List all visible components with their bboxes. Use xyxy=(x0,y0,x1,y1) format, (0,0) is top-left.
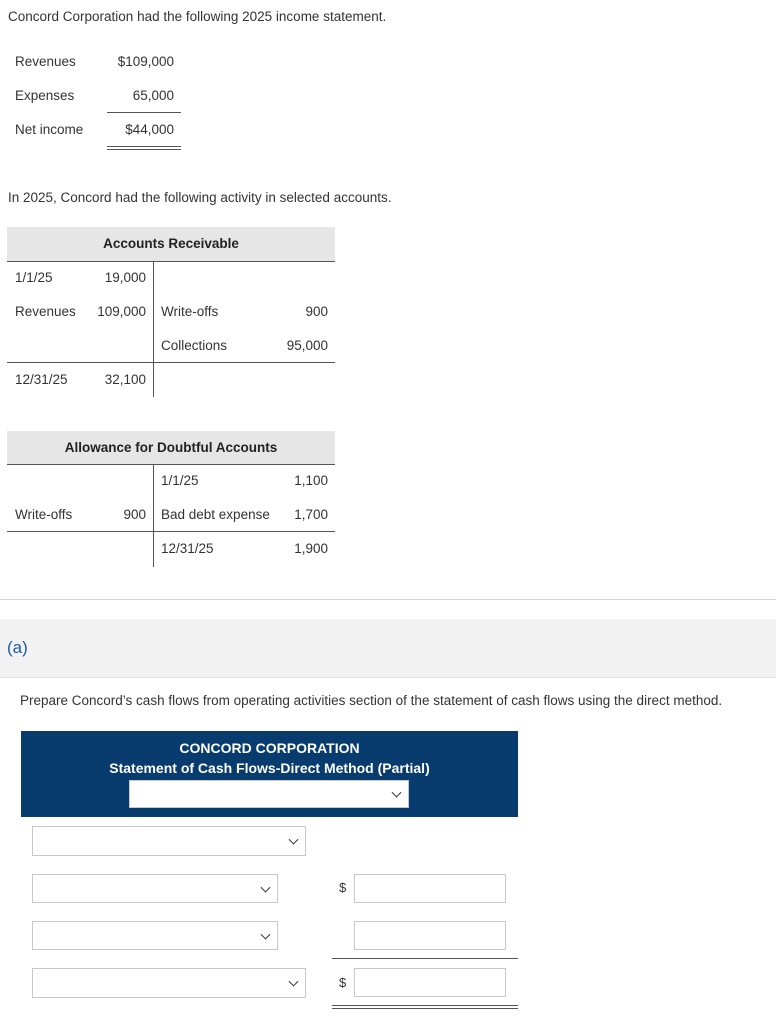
total-amount-input[interactable] xyxy=(354,968,506,997)
allowance-beginning-value: 1,100 xyxy=(294,473,328,488)
subtotal-underline xyxy=(107,112,181,113)
amount-input-2[interactable] xyxy=(354,921,506,950)
allowance-center-line xyxy=(153,465,154,567)
subtotal-line xyxy=(332,958,518,959)
allowance-ending-value: 1,900 xyxy=(294,541,328,556)
ar-writeoffs-label: Write-offs xyxy=(161,304,219,319)
allowance-ending-label: 12/31/25 xyxy=(161,541,214,556)
allowance-total-line xyxy=(7,531,335,532)
allowance-writeoffs-value: 900 xyxy=(123,507,146,522)
part-a-label: (a) xyxy=(7,638,28,657)
revenues-value: $109,000 xyxy=(117,54,174,69)
ar-ending-label: 12/31/25 xyxy=(15,372,68,387)
ar-ending-value: 32,100 xyxy=(104,372,146,387)
allowance-title: Allowance for Doubtful Accounts xyxy=(7,431,335,465)
chevron-down-icon xyxy=(289,977,299,987)
chevron-down-icon xyxy=(261,929,271,939)
company-name: CONCORD CORPORATION xyxy=(179,740,360,756)
revenues-label: Revenues xyxy=(15,54,76,69)
line-item-dropdown-1[interactable] xyxy=(32,874,278,903)
intro-text: Concord Corporation had the following 2025 income statement. xyxy=(8,9,387,24)
chevron-down-icon xyxy=(392,788,402,798)
ar-beginning-value: 19,000 xyxy=(104,270,146,285)
section-heading-dropdown[interactable] xyxy=(32,826,306,856)
ar-collections-value: 95,000 xyxy=(286,338,328,353)
chevron-down-icon xyxy=(289,835,299,845)
dollar-sign-2: $ xyxy=(339,975,347,990)
date-dropdown[interactable] xyxy=(129,780,409,808)
ar-writeoffs-value: 900 xyxy=(305,304,328,319)
instruction-text: Prepare Concord’s cash flows from operating activities section of the statement of cash flows using the direct method. xyxy=(20,693,723,708)
activity-text: In 2025, Concord had the following activity in selected accounts. xyxy=(8,190,392,205)
expenses-label: Expenses xyxy=(15,88,75,103)
ar-beginning-label: 1/1/25 xyxy=(15,270,53,285)
allowance-bad-debt-label: Bad debt expense xyxy=(161,507,270,522)
total-double-underline xyxy=(107,146,181,150)
net-income-label: Net income xyxy=(15,122,84,137)
allowance-bad-debt-value: 1,700 xyxy=(294,507,328,522)
allowance-writeoffs-label: Write-offs xyxy=(15,507,73,522)
statement-header xyxy=(21,731,518,817)
section-divider xyxy=(0,599,776,600)
ar-title: Accounts Receivable xyxy=(7,227,335,262)
net-income-value: $44,000 xyxy=(125,122,174,137)
expenses-value: 65,000 xyxy=(132,88,174,103)
line-item-dropdown-2[interactable] xyxy=(32,921,278,950)
allowance-beginning-label: 1/1/25 xyxy=(161,473,199,488)
total-label-dropdown[interactable] xyxy=(32,968,306,998)
statement-title: Statement of Cash Flows-Direct Method (Partial) xyxy=(109,760,430,776)
ar-total-line xyxy=(7,362,335,363)
amount-input-1[interactable] xyxy=(354,874,506,903)
ar-revenues-value: 109,000 xyxy=(97,304,146,319)
chevron-down-icon xyxy=(261,882,271,892)
ar-collections-label: Collections xyxy=(161,338,228,353)
dollar-sign-1: $ xyxy=(339,880,347,895)
ar-revenues-label: Revenues xyxy=(15,304,76,319)
ar-center-line xyxy=(153,262,154,397)
total-double-line xyxy=(332,1005,518,1009)
part-a-band xyxy=(0,619,776,678)
